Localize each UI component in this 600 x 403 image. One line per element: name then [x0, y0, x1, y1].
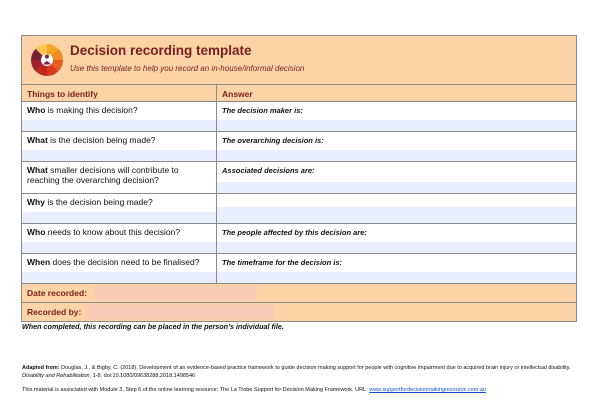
page-title: Decision recording template: [70, 43, 252, 58]
answer-input-band[interactable]: [217, 182, 576, 193]
resource-link[interactable]: www.supportfordecisionmakingresource.com.au: [369, 387, 486, 393]
answer-cell[interactable]: Associated decisions are:: [217, 162, 576, 193]
answer-cell[interactable]: The timeframe for the decision is:: [217, 254, 576, 283]
answer-input-band[interactable]: [217, 242, 576, 253]
table-row: [22, 102, 576, 132]
answer-cell[interactable]: The decision maker is:: [217, 102, 576, 131]
answer-input-band[interactable]: [217, 150, 576, 161]
answer-cell[interactable]: The overarching decision is:: [217, 132, 576, 161]
table-row: [22, 162, 576, 194]
question-cell: What smaller decisions will contribute to reaching the overarching decision?: [22, 162, 217, 193]
decision-wheel-icon: [29, 42, 65, 78]
date-recorded-label: Date recorded:: [27, 288, 87, 298]
decision-table: [21, 35, 577, 322]
table-row: [22, 132, 576, 162]
question-cell: When does the decision need to be finalised?: [22, 254, 217, 283]
question-cell: Why is the decision being made?: [22, 194, 217, 223]
table-row: [22, 224, 576, 254]
table-row: [22, 194, 576, 224]
question-cell: What is the decision being made?: [22, 132, 217, 161]
page-subtitle: Use this template to help you record an in-house/informal decision: [70, 64, 305, 73]
question-cell: Who needs to know about this decision?: [22, 224, 217, 253]
answer-cell[interactable]: The people affected by this decision are:: [217, 224, 576, 253]
recorded-by-label: Recorded by:: [27, 307, 82, 317]
answer-input-band[interactable]: [217, 120, 576, 131]
completion-note: When completed, this recording can be placed in the person’s individual file.: [22, 322, 284, 331]
answer-cell[interactable]: [217, 194, 576, 223]
table-row: [22, 254, 576, 284]
column-answer: Answer: [222, 89, 253, 99]
reference-text: Adapted from: Douglas, J., & Bigby, C. (2018). Development of an evidence-based practice framework to guide decision making support for people with cognitive impairment due to acquired brain injury or intellectual disability. Disability and Rehabilitation, 1-8. doi:10.1080/09638288.2018.1498546: [22, 365, 571, 379]
column-header: [22, 85, 576, 102]
question-cell: Who is making this decision?: [22, 102, 217, 131]
association-text: This material is associated with Module 3, Step 6 of the online learning resource: The La Trobe Support for Decision Making Framework. URL: www.supportfordecisionmakingresource.com.au: [22, 387, 486, 393]
column-things-to-identify: Things to identify: [22, 85, 217, 101]
answer-input-band[interactable]: [217, 272, 576, 283]
answer-input-band[interactable]: [217, 207, 576, 223]
template-header: [22, 36, 576, 85]
date-recorded-field[interactable]: [94, 286, 256, 300]
date-recorded-row: [22, 284, 576, 303]
recorded-by-row: [22, 303, 576, 321]
recorded-by-field[interactable]: [86, 305, 274, 319]
